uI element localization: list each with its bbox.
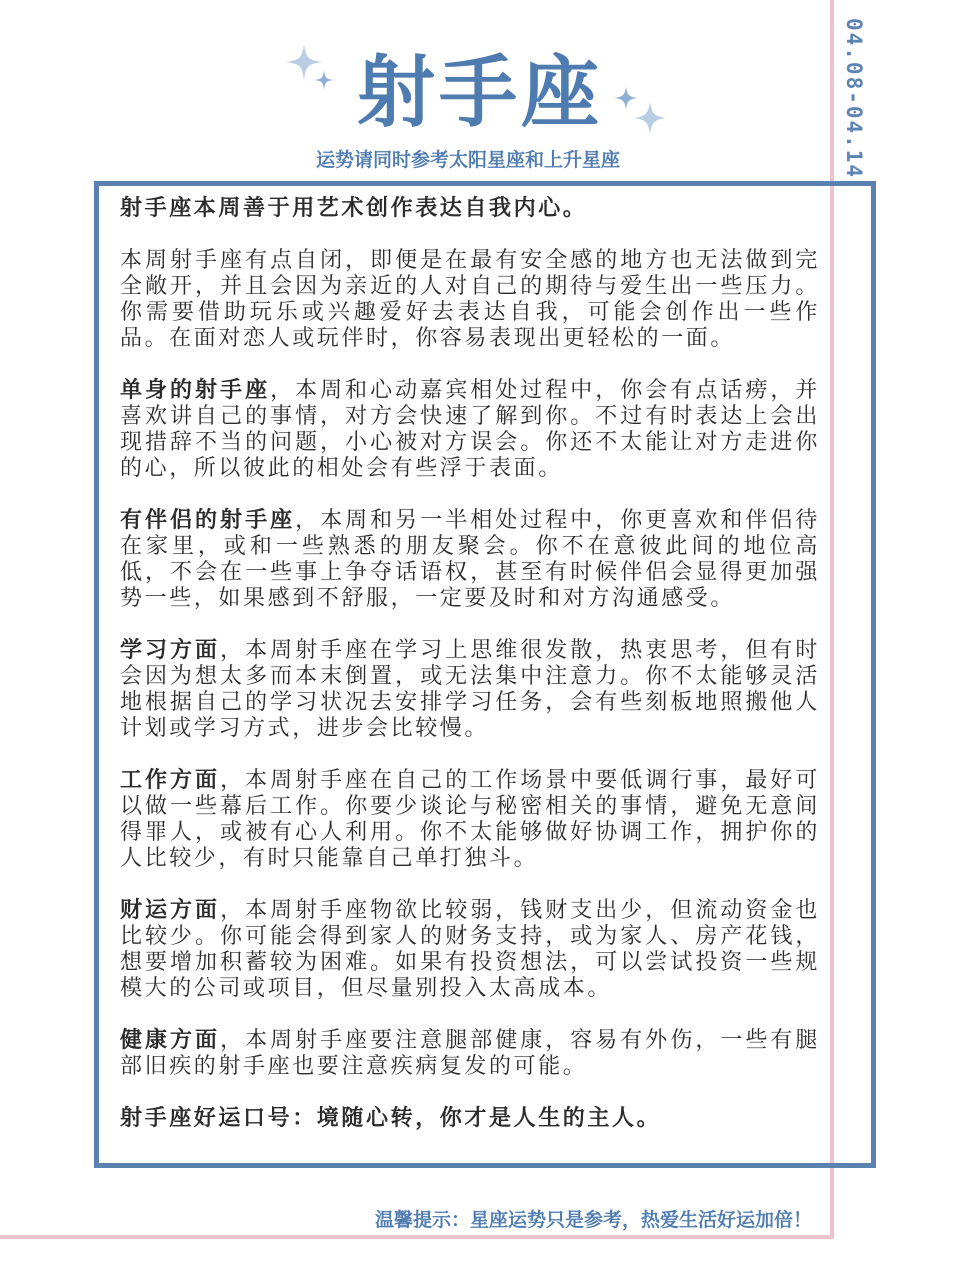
- horoscope-content: [120, 196, 820, 1158]
- page-subtitle: 运势请同时参考太阳星座和上升星座: [315, 149, 620, 171]
- section-text: ，本周射手座在自己的工作场景中要低调行事，最好可以做一些幕后工作。你要少谈论与秘密相关的事情，避免无意间得罪人，或被有心人利用。你不太能够做好协调工作，拥护你的人比较少，有时只能靠自己单打独斗。: [120, 768, 820, 871]
- decorative-horizontal-line: [0, 1235, 834, 1239]
- lead-sentence: 射手座本周善于用艺术创作表达自我内心。: [120, 196, 588, 221]
- date-range: 04.08-04.14: [842, 18, 866, 180]
- section-health: [120, 1028, 820, 1080]
- section-heading: 学习方面: [120, 638, 221, 663]
- section-heading: 有伴侣的射手座: [120, 508, 296, 533]
- section-text: ，本周射手座要注意腿部健康，容易有外伤，一些有腿部旧疾的射手座也要注意疾病复发的可能。: [120, 1028, 820, 1079]
- section-heading: 工作方面: [120, 768, 221, 793]
- section-text: ，本周射手座在学习上思维很发散，热衷思考，但有时会因为想太多而本末倒置，或无法集中注意力。你不太能够灵活地根据自己的学习状况去安排学习任务，会有些刻板地照搬他人计划或学习方式，进步会比较慢。: [120, 638, 820, 741]
- section-wealth: [120, 898, 820, 1002]
- section-text: ，本周和心动嘉宾相处过程中，你会有点话痨，并喜欢讲自己的事情，对方会快速了解到你。不过有时表达上会出现措辞不当的问题，小心被对方误会。你还不太能让对方走进你的心，所以彼此的相处会有些浮于表面。: [120, 378, 820, 481]
- section-heading: 健康方面: [120, 1028, 221, 1053]
- section-study: [120, 638, 820, 742]
- section-work: [120, 768, 820, 872]
- page-title: 射手座: [356, 48, 603, 138]
- section-partnered: [120, 508, 820, 612]
- lucky-slogan: 射手座好运口号：境随心转，你才是人生的主人。: [120, 1106, 662, 1131]
- section-heading: 单身的射手座: [120, 378, 271, 403]
- section-single: [120, 378, 820, 482]
- intro-paragraph: 本周射手座有点自闭，即便是在最有安全感的地方也无法做到完全敞开，并且会因为亲近的人对自己的期待与爱生出一些压力。你需要借助玩乐或兴趣爱好去表达自我，可能会创作出一些作品。在面对恋人或玩伴时，你容易表现出更轻松的一面。: [120, 248, 820, 351]
- section-heading: 财运方面: [120, 898, 221, 923]
- footer-tip: 温馨提示：星座运势只是参考，热爱生活好运加倍！: [374, 1209, 812, 1231]
- section-text: ，本周和另一半相处过程中，你更喜欢和伴侣待在家里，或和一些熟悉的朋友聚会。你不在意彼此间的地位高低，不会在一些事上争夺话语权，甚至有时候伴侣会显得更加强势一些，如果感到不舒服，一定要及时和对方沟通感受。: [120, 508, 820, 611]
- section-text: ，本周射手座物欲比较弱，钱财支出少，但流动资金也比较少。你可能会得到家人的财务支持，或为家人、房产花钱，想要增加积蓄较为困难。如果有投资想法，可以尝试投资一些规模大的公司或项目，但尽量别投入太高成本。: [120, 898, 820, 1001]
